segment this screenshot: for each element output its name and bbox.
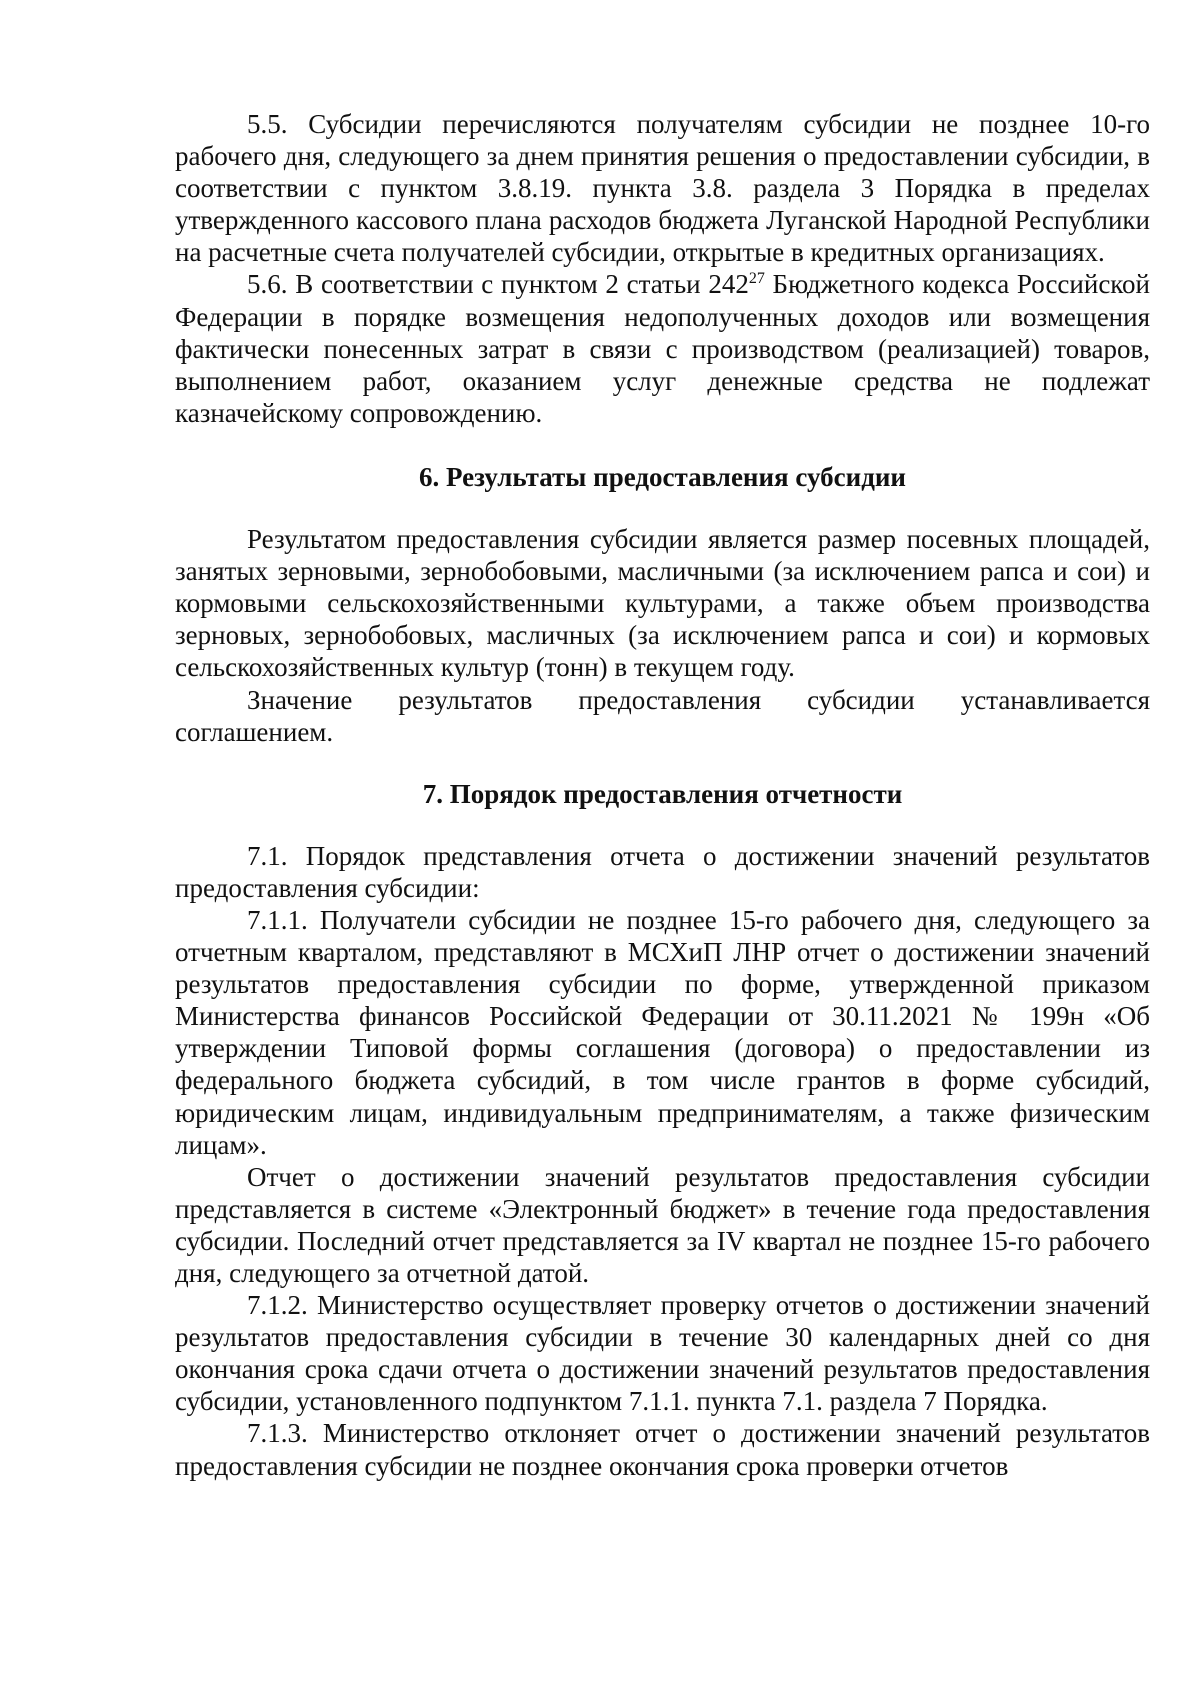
section-6-heading: 6. Результаты предоставления субсидии xyxy=(419,461,906,492)
section-6-paragraph-1: Результатом предоставления субсидии является размер посевных площадей, занятых зерновыми, зернобобовыми, масличными (за исключением рапса и сои) и кормовыми сельскохозяйственными культурами, а также объем производства зерновых, зернобобовых, масличных (за исключением рапса и сои) и кормовых сельскохозяйственных культур (тонн) в текущем году. xyxy=(175,524,1150,683)
paragraph-7-1-1-report: Отчет о достижении значений результатов предоставления субсидии представляется в системе «Электронный бюджет» в течение года предоставления субсидии. Последний отчет представляется за IV квартал не позднее 15-го рабочего дня, следующего за отчетной датой. xyxy=(175,1161,1150,1288)
paragraph-5-5: 5.5. Субсидии перечисляются получателям субсидии не позднее 10-го рабочего дня, следующего за днем принятия решения о предоставлении субсидии, в соответствии с пунктом 3.8.19. пункта 3.8. раздела 3 Порядка в пределах утвержденного кассового плана расходов бюджета Луганской Народной Республики на расчетные счета получателей субсидии, открытые в кредитных организациях. xyxy=(175,109,1150,268)
paragraph-7-1: 7.1. Порядок представления отчета о достижении значений результатов предоставления субсидии: xyxy=(175,840,1150,903)
document-page xyxy=(175,108,1150,1482)
paragraph-7-1-3: 7.1.3. Министерство отклоняет отчет о достижении значений результатов предоставления субсидии не позднее окончания срока проверки отчетов xyxy=(175,1418,1150,1481)
section-6-paragraph-2: Значение результатов предоставления субсидии устанавливается соглашением. xyxy=(175,684,1150,747)
article-superscript: 27 xyxy=(748,270,765,288)
paragraph-7-1-1: 7.1.1. Получатели субсидии не позднее 15-го рабочего дня, следующего за отчетным кварталом, представляют в МСХиП ЛНР отчет о достижении значений результатов предоставления субсидии по форме, утвержденной приказом Министерства финансов Российской Федерации от 30.11.2021 № 199н «Об утверждении Типовой формы соглашения (договора) о предоставлении из федерального бюджета субсидий, в том числе грантов в форме субсидий, юридическим лицам, индивидуальным предпринимателям, а также физическим лицам». xyxy=(175,904,1150,1160)
paragraph-5-6-start: 5.6. В соответствии с пунктом 2 статьи 242 xyxy=(247,269,749,300)
paragraph-7-1-2: 7.1.2. Министерство осуществляет проверку отчетов о достижении значений результатов предоставления субсидии в течение 30 календарных дней со дня окончания срока сдачи отчета о достижении значений результатов предоставления субсидии, установленного подпунктом 7.1.1. пункта 7.1. раздела 7 Порядка. xyxy=(175,1290,1150,1417)
paragraph-5-6-end: Бюджетного кодекса Российской Федерации в порядке возмещения недополученных доходов или возмещения фактически понесенных затрат в связи с производством (реализацией) товаров, выполнением работ, оказанием услуг денежные средства не подлежат казначейскому сопровождению. xyxy=(175,269,1150,428)
section-7-heading: 7. Порядок предоставления отчетности xyxy=(422,778,903,809)
paragraph-5-6 xyxy=(175,268,1150,428)
